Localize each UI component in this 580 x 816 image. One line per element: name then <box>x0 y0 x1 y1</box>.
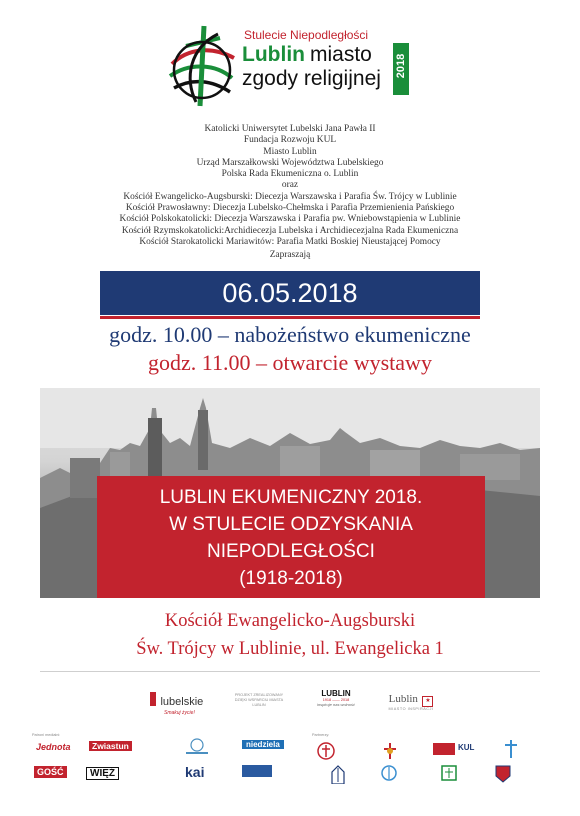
media-partners-label: Patroni medialni: <box>32 733 61 737</box>
divider <box>40 671 540 672</box>
organizer-line: Zapraszają <box>269 250 311 261</box>
headline-line-2: W STULECIE ODZYSKANIA <box>169 514 413 535</box>
schedule-line-2: godz. 11.00 – otwarcie wystawy <box>148 350 432 375</box>
logo-lublin: Lublin <box>242 43 305 66</box>
foundation-logo-icon <box>500 738 522 765</box>
logo-zgody: zgody religijnej <box>242 67 381 90</box>
zwiastun-logo: Zwiastun <box>89 741 132 751</box>
headline-line-4: (1918-2018) <box>239 568 343 589</box>
coat-of-arms-icon <box>494 764 512 789</box>
organizer-line: Miasto Lublin <box>263 146 317 157</box>
gosc-logo: GOŚĆ <box>34 766 67 778</box>
venue-line-2: Św. Trójcy w Lublinie, ul. Ewangelicka 1 <box>136 639 444 659</box>
organizer-line: oraz <box>281 180 299 191</box>
media-partner-logo <box>242 765 272 777</box>
ekumenizm-logo <box>182 738 212 756</box>
logo-miasto: miasto <box>310 43 372 66</box>
organizer-line: Kościół Prawosławny: Diecezja Lubelsko-Chełmska i Parafia Przemienienia Pańskiego <box>125 203 455 214</box>
cathedral-icon <box>330 764 346 789</box>
organizer-line: Polska Rada Ekumeniczna o. Lublin <box>221 169 359 180</box>
niedziela-logo: niedziela <box>242 740 284 749</box>
organizer-line: Kościół Ewangelicko-Augsburski: Diecezja Warszawska i Parafia Św. Trójcy w Lublinie <box>123 191 457 202</box>
wiez-logo: WIĘŹ <box>86 767 119 780</box>
organizer-line: Kościół Starokatolicki Mariawitów: Parafia Matki Boskiej Nieustającej Pomocy <box>139 236 441 247</box>
event-logo <box>160 18 420 113</box>
date-underline <box>100 316 480 319</box>
kul-logo: KUL <box>458 743 475 752</box>
partners-label: Partnerzy: <box>312 733 330 737</box>
ecumenical-emblem-icon <box>380 764 398 787</box>
organizer-line: Kościół Rzymskokatolicki:Archidiecezja Lubelska i Archidiecezjalna Rada Ekumeniczna <box>121 225 459 236</box>
organizer-line: Urząd Marszałkowski Województwa Lubelskiego <box>196 157 384 168</box>
venue-line-1: Kościół Ewangelicko-Augsburski <box>164 611 416 631</box>
parish-emblem-icon <box>440 764 458 787</box>
exhibition-title-box <box>97 476 485 598</box>
church-seal-icon <box>316 741 336 766</box>
organizer-line: Kościół Polskokatolicki: Diecezja Warszawska i Parafia pw. Wniebowstąpienia w Lublinie <box>119 214 461 225</box>
lublin-anniversary-logo: LUBLIN 1918 —— 2018 inspiruje nas wolność <box>316 689 356 707</box>
lublin-city-icon: ★ <box>422 696 433 707</box>
schedule-line-1: godz. 10.00 – nabożeństwo ekumeniczne <box>109 322 471 347</box>
headline-line-3: NIEPODLEGŁOŚCI <box>207 541 375 562</box>
cross-globe-icon <box>160 18 240 113</box>
kai-logo: kai <box>185 764 205 780</box>
logo-year-badge: 2018 <box>393 43 409 95</box>
partner-logo <box>433 743 455 755</box>
lubelskie-logo: lubelskie Smakuj życie! <box>150 692 203 716</box>
jednota-logo: Jednota <box>36 742 71 752</box>
event-date: 06.05.2018 <box>100 271 480 315</box>
headline-line-1: LUBLIN EKUMENICZNY 2018. <box>159 487 423 508</box>
cross-emblem-icon <box>380 741 400 766</box>
organizer-line: Fundacja Rozwoju KUL <box>243 135 337 146</box>
project-note: PROJEKT ZREALIZOWANY DZIĘKI WSPARCIU MIASTA LUBLIN <box>234 693 284 707</box>
organizers-list <box>0 124 580 262</box>
logo-subtitle: Stulecie Niepodległości <box>244 28 369 42</box>
lublin-city-logo: Lublin ★ MIASTO INSPIRACJI <box>388 693 434 711</box>
organizer-line: Katolicki Uniwersytet Lubelski Jana Pawła II <box>204 124 376 134</box>
